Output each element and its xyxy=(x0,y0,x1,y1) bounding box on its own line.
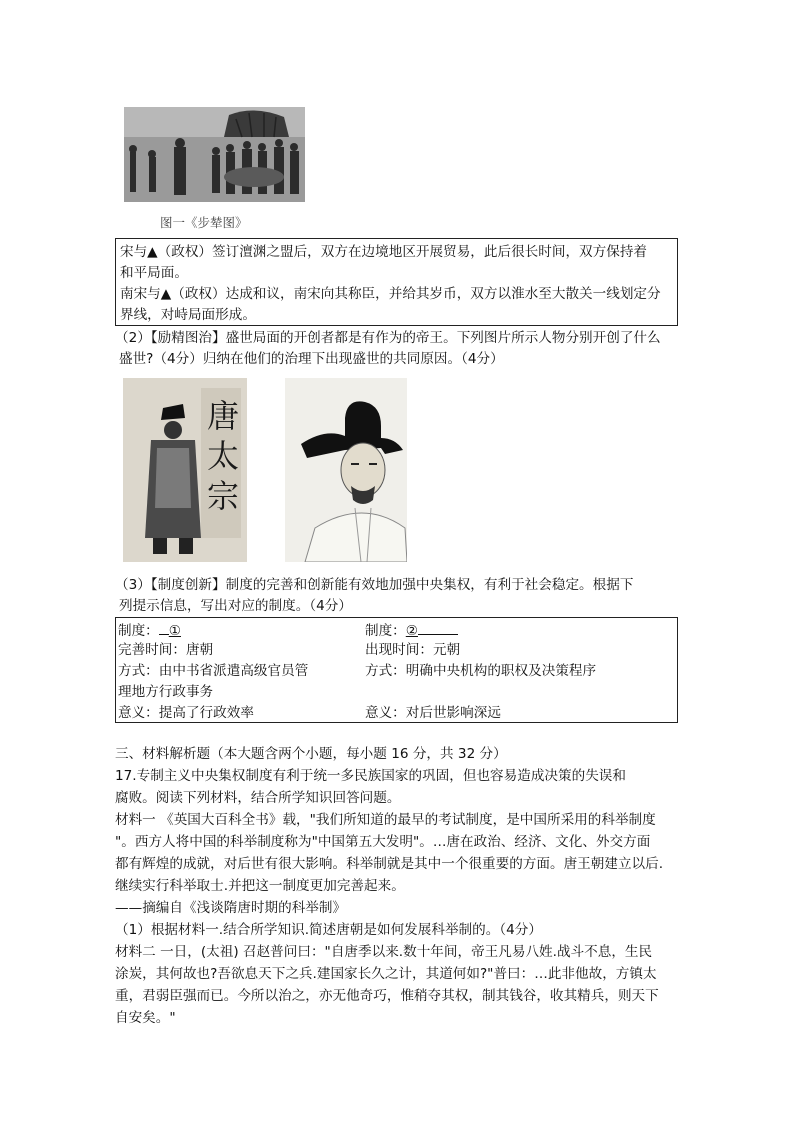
box-line-1: 宋与▲（政权）签订澶渊之盟后，双方在边境地区开展贸易，此后很长时间，双方保持着 xyxy=(120,244,648,260)
painting-illustration xyxy=(124,107,305,202)
question-2-line-1: （2）【励精图治】盛世局面的开创者都是有作为的帝王。下列图片所示人物分别开创了什么 xyxy=(115,330,661,346)
blank-2-marker: ② xyxy=(405,623,418,639)
portrait-emperor xyxy=(285,378,407,562)
material-2-line-3: 重，君弱臣强而已。今所以治之，亦无他奇巧，惟稍夺其权，制其钱谷，收其精兵，则天下 xyxy=(115,988,659,1004)
question-17-1: （1）根据材料一.结合所学知识.简述唐朝是如何发展科举制的。（4分） xyxy=(115,922,542,938)
q17-line-2: 腐败。阅读下列材料，结合所学知识回答问题。 xyxy=(115,790,401,806)
table-left-time: 完善时间：唐朝 xyxy=(118,642,214,658)
material-1-line-1: 材料一 《英国大百科全书》载，"我们所知道的最早的考试制度，是中国所采用的科举制度 xyxy=(115,812,656,828)
table-right-system xyxy=(365,619,458,642)
box-line-4: 界线，对峙局面形成。 xyxy=(120,307,256,323)
q17-line-1: 17.专制主义中央集权制度有利于统一多民族国家的巩固，但也容易造成决策的失误和 xyxy=(115,768,626,784)
table-left-system-label: 制度： xyxy=(118,623,159,639)
box-line-3: 南宋与▲（政权）达成和议，南宋向其称臣，并给其岁币，双方以淮水至大散关一线划定分 xyxy=(120,286,661,302)
box-line-2: 和平局面。 xyxy=(120,265,188,281)
table-left-meaning: 意义：提高了行政效率 xyxy=(118,705,254,721)
blank-underline xyxy=(418,619,458,635)
table-left-system xyxy=(118,619,181,642)
table-left-method-2: 理地方行政事务 xyxy=(118,684,214,700)
material-1-line-3: 都有辉煌的成就，对后世有很大影响。科举制就是其中一个很重要的方面。唐王朝建立以后. xyxy=(115,856,664,872)
figure-caption: 图一《步辇图》 xyxy=(160,215,248,230)
painting-bunian-tu xyxy=(124,107,305,202)
material-1-source: ——摘编自《浅谈隋唐时期的科举制》 xyxy=(115,900,347,916)
question-2-line-2: 盛世?（4分）归纳在他们的治理下出现盛世的共同原因。（4分） xyxy=(119,351,504,367)
material-2-line-4: 自安矣。" xyxy=(115,1010,176,1026)
table-right-time: 出现时间：元朝 xyxy=(365,642,461,658)
blank-1-marker: ① xyxy=(168,623,181,639)
book-title: 唐太宗 xyxy=(207,397,240,515)
table-right-method: 方式：明确中央机构的职权及决策程序 xyxy=(365,663,597,679)
table-left-method-1: 方式：由中书省派遣高级官员管 xyxy=(118,663,309,679)
question-3-line-2: 列提示信息，写出对应的制度。（4分） xyxy=(119,598,352,614)
section-3-heading: 三、材料解析题（本大题含两个小题，每小题 16 分，共 32 分） xyxy=(115,746,507,762)
material-1-line-2: "。西方人将中国的科举制度称为"中国第五大发明"。…唐在政治、经济、文化、外交方面 xyxy=(115,834,651,850)
table-right-meaning: 意义：对后世影响深远 xyxy=(365,705,501,721)
table-right-system-label: 制度： xyxy=(365,623,406,639)
book-cover-tang-taizong xyxy=(123,378,247,562)
blank-underline xyxy=(159,619,169,635)
material-2-line-2: 涂炭，其何故也?吾欲息天下之兵.建国家长久之计，其道何如?"普曰：…此非他故，方镇太 xyxy=(115,966,657,982)
portrait-illustration xyxy=(285,378,407,562)
material-1-line-4: 继续实行科举取士.并把这一制度更加完善起来。 xyxy=(115,878,405,894)
material-2-line-1: 材料二 一日，(太祖) 召赵普问曰："自唐季以来.数十年间，帝王凡易八姓.战斗不息，生民 xyxy=(115,944,653,960)
question-3-line-1: （3）【制度创新】制度的完善和创新能有效地加强中央集权，有利于社会稳定。根据下 xyxy=(115,577,634,593)
